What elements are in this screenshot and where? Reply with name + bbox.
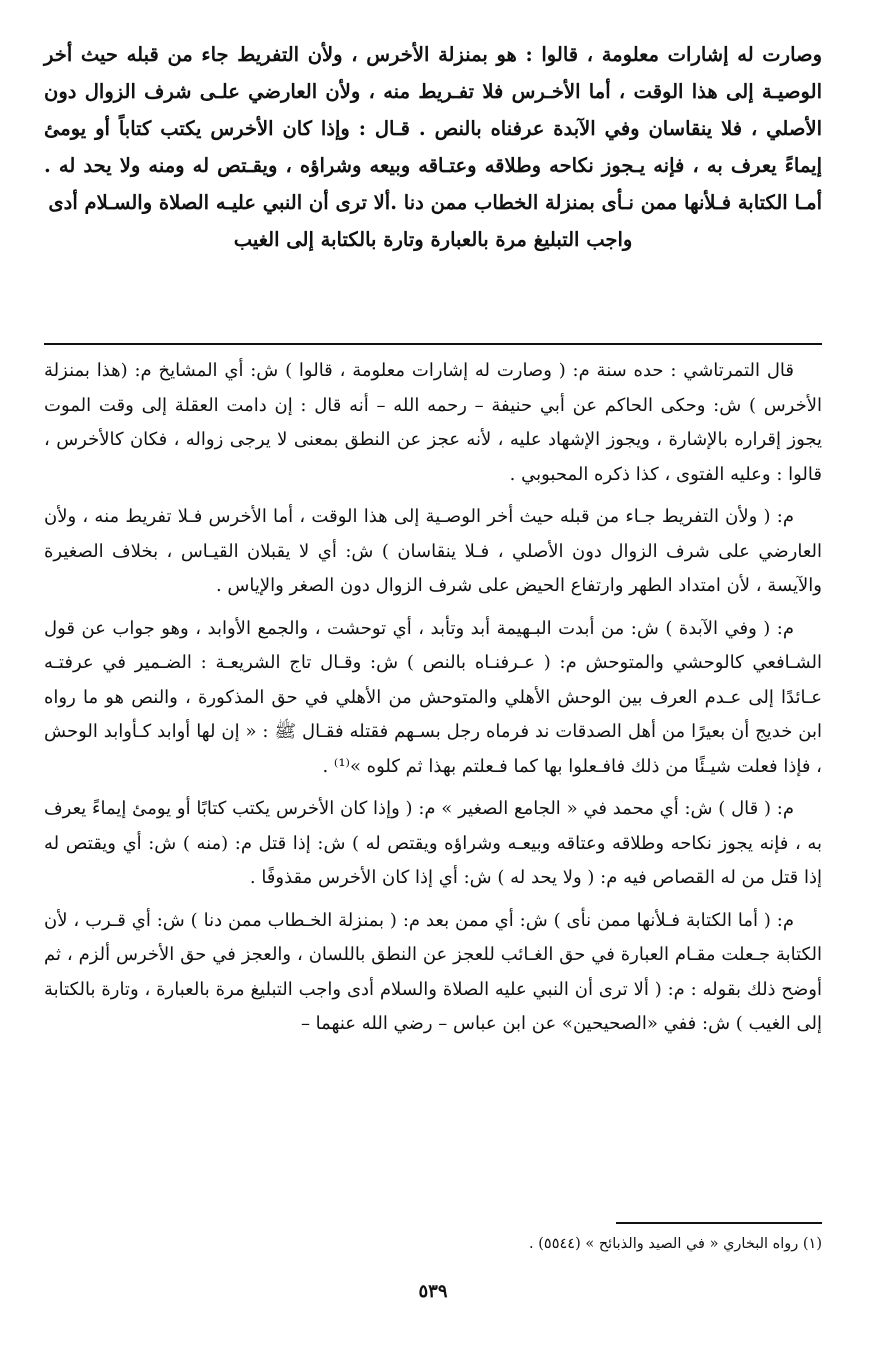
commentary-paragraph: م: ( أما الكتابة فـلأنها ممن نأى ) ش: أي ممن بعد م: ( بمنزلة الخـطاب ممن دنا ) ش: أي قـرب ، لأن الكتابة جـعلت مقـام العبارة في حق الغـائب للعجز عن النطق باللسان ، والعجز في حق الأخرس ألزم ، ثم أوضح ذلك بقوله : م: ( ألا ترى أن النبي عليه الصلاة والسلام أدى واجب التبليغ مرة بالعبارة ، وتارة بالكتابة إلى الغيب ) ش: ففي «الصحيحين» عن ابن عباس – رضي الله عنهما – [44, 909, 822, 1034]
commentary-paragraph: م: ( وفي الآبدة ) ش: من أبدت البـهيمة أبد وتأبد ، أي توحشت ، والجمع الأوابد ، وهو جواب عن قول الشـافعي كالوحشي والمتوحش م: ( عـرفنـاه بالنص ) ش: وقـال تاج الشريعـة : الضـمير في عرفتـه عـائدًا إلى عـدم العرف بين الوحش الأهلي والمتوحش من الأهلي في حق المذكورة ، والنص هو ما رواه ابن خديج أن بعيرًا من أهل الصدقات ند فرماه رجل بسـهم فقتله فقـال ﷺ : « إن لها أوابد كـأوابد الوحش ، فإذا فعلت شيـئًا من ذلك فافـعلوا بها كما فـعلتم بهذا ثم كلوه »⁽¹⁾ . [44, 617, 822, 777]
page-number: ٥٣٩ [418, 1281, 448, 1302]
commentary-block [44, 354, 822, 1050]
main-text-last-line: واجب التبليغ مرة بالعبارة وتارة بالكتابة إلى الغيب [233, 228, 633, 251]
book-page [44, 36, 822, 1336]
footnote-divider [616, 1222, 822, 1224]
commentary-paragraph: قال التمرتاشي : حده سنة م: ( وصارت له إشارات معلومة ، قالوا ) ش: أي المشايخ م: (هذا بمنزلة الأخرس ) ش: وحكى الحاكم عن أبي حنيفة – رحمه الله – أنه قال : إن دامت العقلة إلى وقت الموت يجوز إقراره بالإشارة ، ويجوز الإشهاد عليه ، لأنه عجز عن النطق بمعنى لا يرجى زواله ، فكان كالأخرس ، قالوا : وعليه الفتوى ، كذا ذكره المحبوبي . [44, 360, 822, 485]
footnote: (١) رواه البخاري « في الصيد والذبائح » (٥٥٤٤) . [529, 1236, 822, 1252]
commentary-paragraph: م: ( قال ) ش: أي محمد في « الجامع الصغير » م: ( وإذا كان الأخرس يكتب كتابًا أو يومئ إيماءً يعرف به ، فإنه يجوز نكاحه وطلاقه وعتاقه وبيعـه وشراؤه ويقتص له ) ش: إذا قتل م: (منه ) ش: أي ويقتص له إذا قتل من له القصاص فيه م: ( ولا يحد له ) ش: أي إذا كان الأخرس مقذوفًا . [44, 798, 822, 888]
main-text-body: وصارت له إشارات معلومة ، قالوا : هو بمنزلة الأخرس ، ولأن التفريط جاء من قبله حيث أخر الوصيـة إلى هذا الوقت ، أما الأخـرس فلا تفـريط منه ، ولأن العارضي علـى شرف الزوال دون الأصلي ، فلا ينقاسان وفي الآبدة عرفناه بالنص . قـال : وإذا كان الأخرس يكتب كتاباً أو يومئ إيماءً يعرف به ، فإنه يـجوز نكاحه وطلاقه وعتـاقه وبيعه وشراؤه ، ويقـتص له ومنه ولا يحد له . أمـا الكتابة فـلأنها ممن نـأى بمنزلة الخطاب ممن دنا .ألا ترى أن النبي عليـه الصلاة والسـلام أدى [44, 43, 822, 214]
main-text-divider [44, 343, 822, 345]
commentary-paragraph: م: ( ولأن التفريط جـاء من قبله حيث أخر الوصـية إلى هذا الوقت ، أما الأخرس فـلا تفريط منه ، ولأن العارضي على شرف الزوال دون الأصلي ، فـلا ينقاسان ) ش: أي لا يقبلان القيـاس ، بخلاف الصغيرة والآيسة ، لأن امتداد الطهر وارتفاع الحيض على شرف الزوال دون الصغر والإياس . [44, 506, 822, 596]
main-text-block [44, 36, 822, 298]
